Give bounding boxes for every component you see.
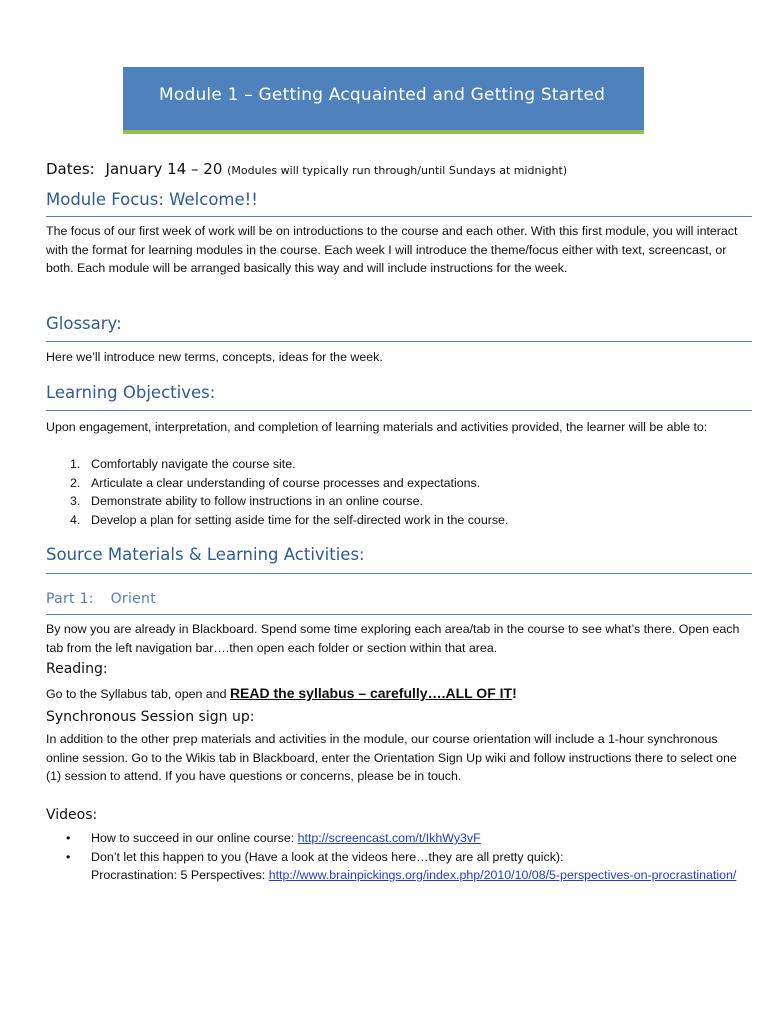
module-title: Module 1 – Getting Acquainted and Getting Started	[159, 85, 606, 105]
reading-heading: Reading:	[46, 661, 108, 677]
list-item: 2. Articulate a clear understanding of course processes and expectations.	[70, 475, 481, 490]
list-item: • How to succeed in our online course: http://screencast.com/t/IkhWy3vF	[46, 829, 746, 848]
glossary-rule	[46, 341, 752, 342]
source-rule	[46, 573, 752, 574]
sync-body: In addition to the other prep materials and activities in the module, our course orientation will include a 1-hour synchronous online session. Go to the Wikis tab in Blackboard, enter the Orientation Sign Up wiki and follow instructions there to select one (1) session to attend. If you have questions or concerns, please be in touch.	[46, 732, 737, 783]
reading-emphasis: READ the syllabus – carefully….ALL OF IT	[229, 685, 513, 701]
part1-rule	[46, 614, 752, 615]
focus-rule	[46, 216, 752, 217]
videos-list	[46, 829, 746, 885]
focus-body: The focus of our first week of work will be on introductions to the course and each other. With this first module, you will interact with the format for learning modules in the course. Each week I will introduce the theme/focus either with text, screencast, or both. Each module will be arranged basically this way and will include instructions for the week.	[46, 224, 738, 275]
list-item: 4. Develop a plan for setting aside time for the self-directed work in the course.	[70, 512, 509, 527]
bullet-icon: •	[66, 831, 71, 845]
module-banner	[123, 67, 644, 134]
part1-title: Orient	[110, 591, 157, 607]
dates-line	[46, 160, 567, 178]
objectives-heading: Learning Objectives:	[46, 383, 216, 402]
glossary-body: Here we’ll introduce new terms, concepts, ideas for the week.	[46, 350, 383, 364]
procrastination-link[interactable]: http://www.brainpickings.org/index.php/2010/10/08/5-perspectives-on-procrastination/	[268, 868, 737, 882]
objectives-rule	[46, 410, 752, 411]
list-item: 3. Demonstrate ability to follow instructions in an online course.	[70, 494, 423, 508]
dates-value: January 14 – 20	[105, 160, 223, 178]
screencast-link[interactable]: http://screencast.com/t/IkhWy3vF	[297, 831, 481, 845]
part1-heading	[46, 591, 156, 607]
part1-label: Part 1:	[46, 591, 94, 607]
dates-note: (Modules will typically run through/until Sundays at midnight)	[227, 164, 568, 177]
videos-heading: Videos:	[46, 807, 98, 823]
source-heading: Source Materials & Learning Activities:	[46, 545, 365, 564]
list-item: • Don’t let this happen to you (Have a look at the videos here…they are all pretty quick): Procrastination: 5 Perspectives: http://www.brainpickings.org/index.php/2010/10/08/5-perspectives-on-procrastination/	[66, 849, 737, 882]
objectives-list	[46, 455, 508, 529]
dates-label: Dates:	[46, 160, 95, 178]
objectives-intro: Upon engagement, interpretation, and completion of learning materials and activities provided, the learner will be able to:	[46, 420, 708, 434]
glossary-heading: Glossary:	[46, 314, 122, 333]
sync-heading: Synchronous Session sign up:	[46, 709, 255, 725]
focus-heading: Module Focus: Welcome!!	[46, 190, 258, 209]
bullet-icon: •	[66, 849, 71, 864]
reading-body: Go to the Syllabus tab, open and READ the syllabus – carefully….ALL OF IT!	[46, 685, 517, 701]
part1-body: By now you are already in Blackboard. Spend some time exploring each area/tab in the course to see what’s there. Open each tab from the left navigation bar….then open each folder or section within that area.	[46, 622, 740, 655]
list-item: 1. Comfortably navigate the course site.	[70, 457, 296, 471]
